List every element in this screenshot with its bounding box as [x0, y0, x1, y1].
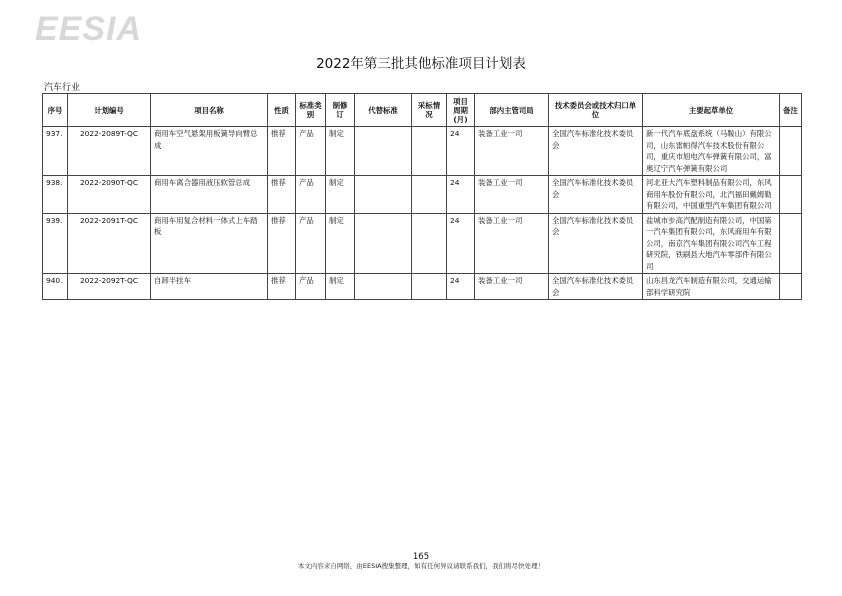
cell-period: 24: [447, 213, 475, 274]
cell-no: 939.: [43, 213, 68, 274]
header-period: 项目周期(月): [447, 94, 475, 127]
footer-disclaimer: 本文内容来自网络，由EESIA搜集整理，如有任何异议请联系我们，我们将尽快处理！: [297, 562, 545, 570]
header-code: 计划编号: [68, 94, 151, 127]
cell-nature: 推荐: [268, 274, 296, 300]
cell-drafters: 河北亚大汽车塑料制品有限公司，东风商用车股份有限公司，北汽福田戴姆勒有限公司，中国重型汽车集团有限公司: [643, 176, 780, 214]
cell-nature: 推荐: [268, 213, 296, 274]
cell-drafters: 山东昌龙汽车制造有限公司，交通运输部科学研究院: [643, 274, 780, 300]
cell-note: [780, 213, 802, 274]
cell-revision: 制定: [326, 127, 355, 176]
cell-replace: [355, 213, 412, 274]
cell-category: 产品: [296, 274, 326, 300]
section-label: 汽车行业: [44, 83, 81, 93]
cell-note: [780, 176, 802, 214]
cell-category: 产品: [296, 127, 326, 176]
cell-committee: 全国汽车标准化技术委员会: [549, 127, 643, 176]
cell-name: 商用车空气悬架用板簧导向臂总成: [151, 127, 268, 176]
cell-committee: 全国汽车标准化技术委员会: [549, 274, 643, 300]
cell-replace: [355, 176, 412, 214]
eesia-logo: EESIA: [35, 10, 143, 48]
cell-no: 937.: [43, 127, 68, 176]
header-category: 标准类别: [296, 94, 326, 127]
header-dept: 部内主管司局: [475, 94, 549, 127]
cell-revision: 制定: [326, 213, 355, 274]
cell-no: 940.: [43, 274, 68, 300]
cell-code: 2022-2090T-QC: [68, 176, 151, 214]
cell-note: [780, 274, 802, 300]
cell-period: 24: [447, 274, 475, 300]
cell-dept: 装备工业一司: [475, 274, 549, 300]
plan-table: [42, 93, 802, 300]
cell-nature: 推荐: [268, 127, 296, 176]
cell-adopt: [412, 127, 447, 176]
cell-drafters: 盐城市步高汽配制造有限公司，中国第一汽车集团有限公司，东风商用车有限公司，南京汽车集团有限公司汽车工程研究院，铁刷县大地汽车零部件有限公司: [643, 213, 780, 274]
header-name: 项目名称: [151, 94, 268, 127]
table-row: [43, 127, 802, 176]
header-no: 序号: [43, 94, 68, 127]
header-nature: 性质: [268, 94, 296, 127]
cell-category: 产品: [296, 176, 326, 214]
table-header-row: [43, 94, 802, 127]
header-note: 备注: [780, 94, 802, 127]
table-row: [43, 176, 802, 214]
cell-revision: 制定: [326, 176, 355, 214]
cell-committee: 全国汽车标准化技术委员会: [549, 176, 643, 214]
cell-nature: 推荐: [268, 176, 296, 214]
cell-adopt: [412, 213, 447, 274]
cell-category: 产品: [296, 213, 326, 274]
cell-revision: 制定: [326, 274, 355, 300]
header-committee: 技术委员会或技术归口单位: [549, 94, 643, 127]
cell-name: 自卸半挂车: [151, 274, 268, 300]
cell-code: 2022-2092T-QC: [68, 274, 151, 300]
cell-adopt: [412, 176, 447, 214]
cell-period: 24: [447, 127, 475, 176]
cell-replace: [355, 127, 412, 176]
cell-note: [780, 127, 802, 176]
cell-no: 938.: [43, 176, 68, 214]
cell-dept: 装备工业一司: [475, 213, 549, 274]
cell-name: 商用车用复合材料一体式上车踏板: [151, 213, 268, 274]
cell-committee: 全国汽车标准化技术委员会: [549, 213, 643, 274]
header-revision: 制修订: [326, 94, 355, 127]
page-title: 2022年第三批其他标准项目计划表: [316, 56, 526, 72]
cell-adopt: [412, 274, 447, 300]
header-adopt: 采标情况: [412, 94, 447, 127]
cell-dept: 装备工业一司: [475, 127, 549, 176]
cell-code: 2022-2089T-QC: [68, 127, 151, 176]
table-row: [43, 274, 802, 300]
page-number: 165: [412, 552, 430, 562]
cell-dept: 装备工业一司: [475, 176, 549, 214]
table-row: [43, 213, 802, 274]
cell-period: 24: [447, 176, 475, 214]
header-replace: 代替标准: [355, 94, 412, 127]
cell-name: 商用车离合器用液压软管总成: [151, 176, 268, 214]
cell-replace: [355, 274, 412, 300]
header-drafters: 主要起草单位: [643, 94, 780, 127]
cell-drafters: 新一代汽车底盘系统（马鞍山）有限公司，山东雷帕得汽车技术股份有限公司，重庆市旭电汽车弹簧有限公司，富奥辽宁汽车弹簧有限公司: [643, 127, 780, 176]
cell-code: 2022-2091T-QC: [68, 213, 151, 274]
